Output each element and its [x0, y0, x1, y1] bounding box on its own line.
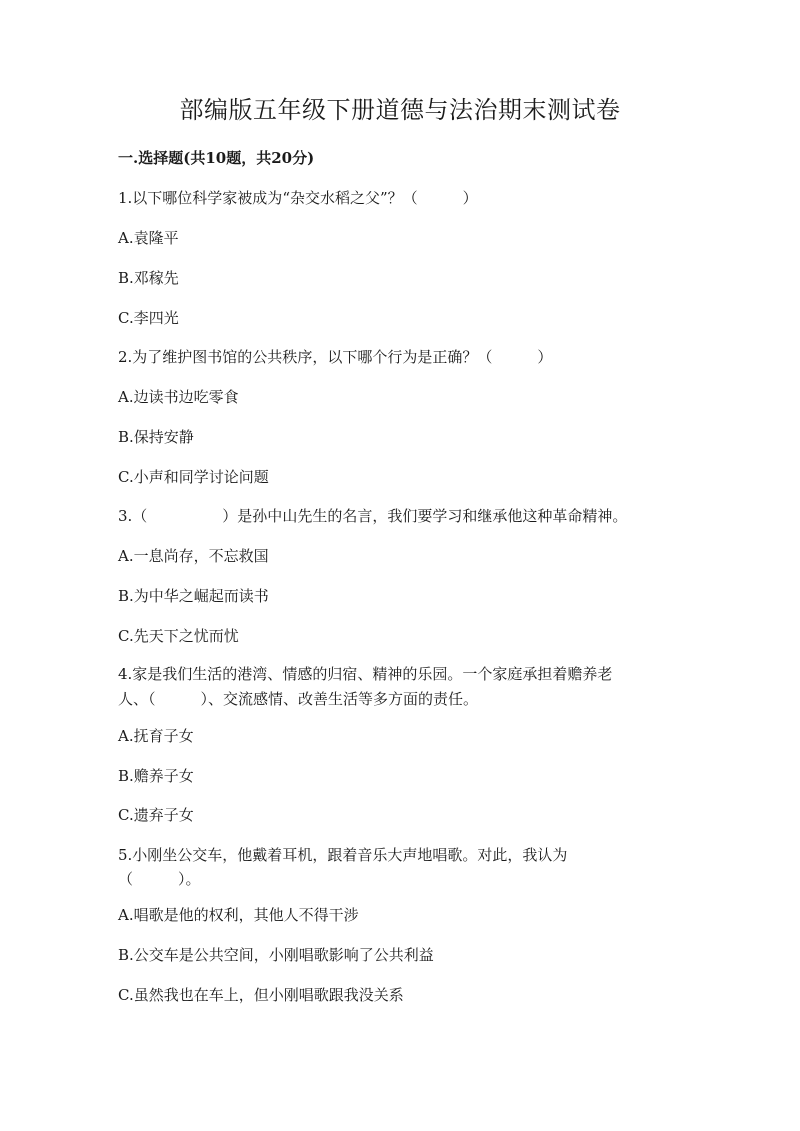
question-1-option-b: B.邓稼先 — [118, 269, 179, 287]
question-5-stem-line-1: 5.小刚坐公交车，他戴着耳机，跟着音乐大声地唱歌。对此，我认为 — [118, 846, 568, 864]
question-2-option-c: C.小声和同学讨论问题 — [118, 468, 269, 486]
question-2-stem: 2.为了维护图书馆的公共秩序，以下哪个行为是正确？（ ） — [118, 348, 553, 366]
question-2-option-b: B.保持安静 — [118, 428, 194, 446]
question-2-option-a: A.边读书边吃零食 — [118, 388, 239, 406]
question-3-option-b: B.为中华之崛起而读书 — [118, 587, 269, 605]
question-1-option-a: A.袁隆平 — [118, 229, 179, 247]
page-title: 部编版五年级下册道德与法治期末测试卷 — [179, 96, 621, 124]
question-4-stem-line-2: 人、（ ）、交流感情、改善生活等多方面的责任。 — [118, 690, 479, 708]
question-1-option-c: C.李四光 — [118, 309, 179, 327]
question-5-option-c: C.虽然我也在车上，但小刚唱歌跟我没关系 — [118, 986, 404, 1004]
question-1-stem: 1.以下哪位科学家被成为“杂交水稻之父”？（ ） — [118, 189, 478, 207]
question-5-option-b: B.公交车是公共空间，小刚唱歌影响了公共利益 — [118, 946, 434, 964]
question-4-option-b: B.赡养子女 — [118, 767, 194, 785]
question-3-option-c: C.先天下之忧而忧 — [118, 627, 239, 645]
question-4-option-a: A.抚育子女 — [118, 727, 194, 745]
question-4-option-c: C.遗弃子女 — [118, 806, 194, 824]
question-4-stem-line-1: 4.家是我们生活的港湾、情感的归宿、精神的乐园。一个家庭承担着赡养老 — [118, 665, 613, 683]
question-5-option-a: A.唱歌是他的权利，其他人不得干涉 — [118, 906, 359, 924]
question-5-stem-line-2: （ ）。 — [118, 870, 201, 888]
question-3-option-a: A.一息尚存，不忘救国 — [118, 547, 269, 565]
section-heading: 一.选择题(共10题，共20分) — [118, 149, 315, 167]
question-3-stem: 3.（ ）是孙中山先生的名言，我们要学习和继承他这种革命精神。 — [118, 507, 628, 525]
